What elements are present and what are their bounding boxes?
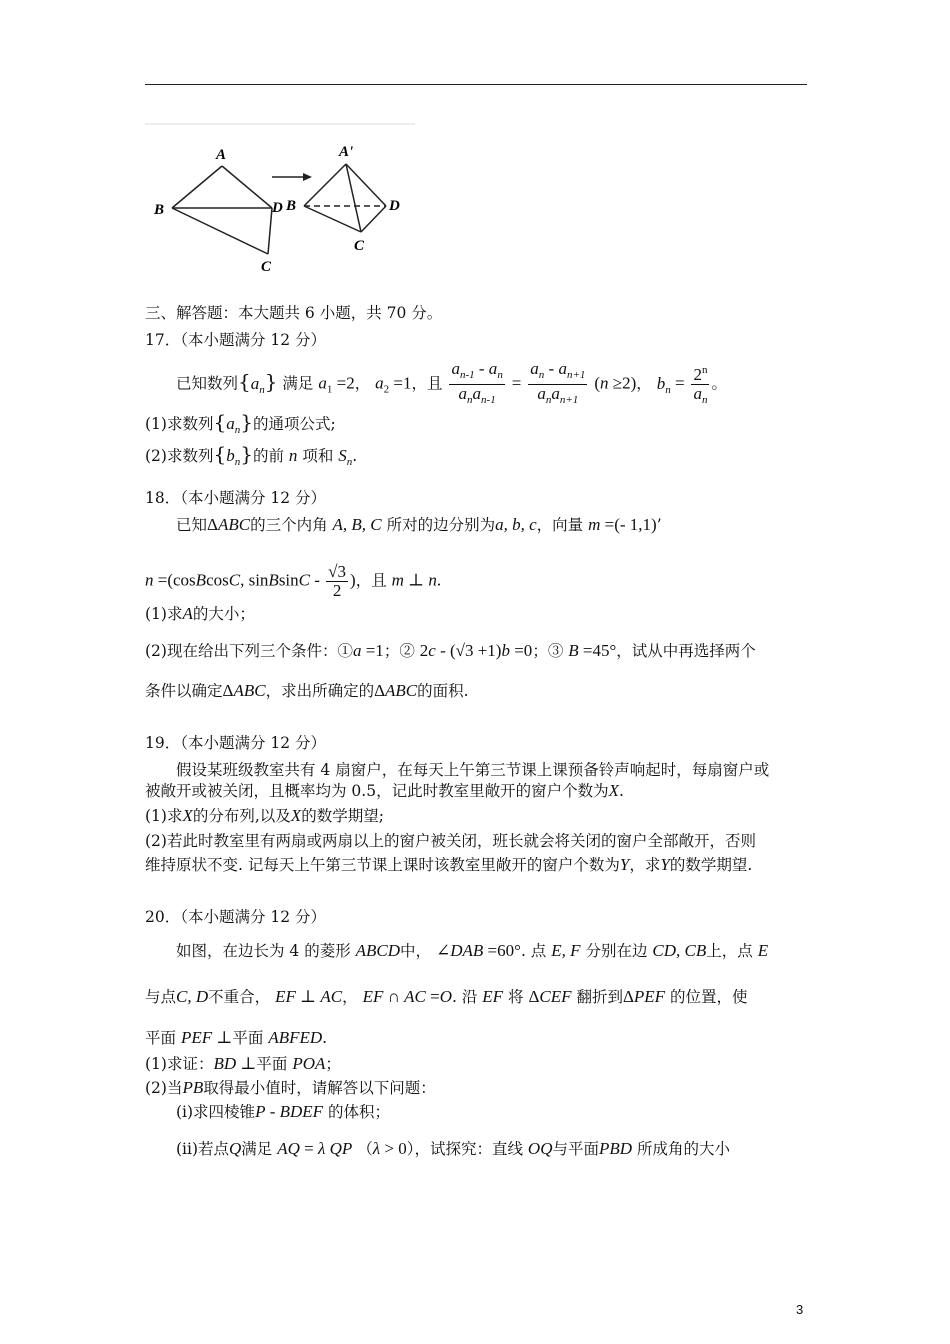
- q20-head: 20．（本小题满分 12 分）: [145, 908, 327, 926]
- q20-part2-ii: (ii)若点Q满足 AQ = λ QP （λ > 0），试探究：直线 OQ与平面PBD 所成角的大小: [176, 1139, 730, 1158]
- label-left-A: A: [216, 147, 227, 163]
- section-title: 三、解答题：本大题共 6 小题，共 70 分。: [145, 304, 443, 322]
- q19-line1: 假设某班级教室共有 4 扇窗户，在每天上午第三节课上课预备铃声响起时，每扇窗户或: [176, 761, 770, 779]
- q17-part2: (2)求数列$\{b_n\}$的前 n 项和 $S_n$.: [145, 442, 358, 468]
- q18-part2: (2)现在给出下列三个条件：①a =1；② 2c - (√3 +1)b =0；③ B =45°，试从中再选择两个: [145, 641, 756, 660]
- label-right-A: A': [339, 144, 354, 160]
- label-left-B: B: [154, 202, 165, 218]
- q19-part2: (2)若此时教室里有两扇或两扇以上的窗户被关闭，班长就会将关闭的窗户全部敞开，否则: [145, 832, 756, 850]
- q18-head: 18．（本小题满分 12 分）: [145, 489, 327, 507]
- label-left-C: C: [261, 259, 272, 275]
- q18-part2-cont: 条件以确定ΔABC，求出所确定的ΔABC的面积.: [145, 681, 469, 700]
- q20-line2: 与点C, D不重合， EF ⊥ AC， EF ∩ AC =O. 沿 EF 将 ΔCEF 翻折到ΔPEF 的位置，使: [145, 987, 748, 1006]
- q17-stem: 已知数列$\{a_n\}$ 满足 $a_1 =2$， $a_2 =1$，且 $\frac{a_{n-1} - a_n}{a_na_{n-1}}$ = $\frac{a_n - a_{n+1}}{a_na_{n+1}}$ (n ≥2)， $b_n$ = $\frac{2^n}{a_n}$ 。: [176, 359, 727, 406]
- header-rule: [145, 84, 807, 85]
- q17-head: 17．（本小题满分 12 分）: [145, 331, 327, 349]
- q18-stem: 已知ΔABC的三个内角 A, B, C 所对的边分别为a, b, c，向量 m =(- 1,1)’: [176, 515, 662, 534]
- q19-part1: (1)求X的分布列,以及X的数学期望;: [145, 806, 384, 825]
- label-right-C: C: [354, 238, 365, 254]
- q18-vector-n: n =(cosBcosC, sinBsinC - $\frac{√3}{2}$ )，且 m ⊥ n.: [145, 562, 442, 600]
- q20-part2-i: (i)求四棱锥P - BDEF 的体积；: [176, 1102, 391, 1121]
- q20-part1: (1)求证：BD ⊥平面 POA；: [145, 1054, 341, 1073]
- q18-part1: (1)求A的大小；: [145, 604, 255, 623]
- q20-line1: 如图，在边长为 4 的菱形 ABCD中， ∠DAB =60°. 点 E, F 分别在边 CD, CB上，点 E: [176, 941, 769, 960]
- figure-right: [304, 164, 386, 232]
- q17-part1: (1)求数列$\{a_n\}$的通项公式;: [145, 410, 336, 436]
- figure-left: [172, 166, 272, 254]
- folding-figure: [140, 122, 430, 282]
- q19-part2-cont: 维持原状不变. 记每天上午第三节课上课时该教室里敞开的窗户个数为Y，求Y的数学期望.: [145, 855, 753, 874]
- fold-arrow-icon: [272, 173, 312, 181]
- label-right-D: D: [389, 198, 400, 214]
- q20-line3: 平面 PEF ⊥平面 ABFED.: [145, 1028, 328, 1047]
- label-right-B: B: [286, 198, 297, 214]
- q19-line2: 被敞开或被关闭，且概率均为 0.5，记此时教室里敞开的窗户个数为X.: [145, 781, 624, 800]
- q20-part2: (2)当PB取得最小值时，请解答以下问题：: [145, 1078, 436, 1097]
- q19-head: 19．（本小题满分 12 分）: [145, 734, 327, 752]
- page-number: 3: [796, 1302, 804, 1317]
- label-left-D: D: [272, 200, 283, 216]
